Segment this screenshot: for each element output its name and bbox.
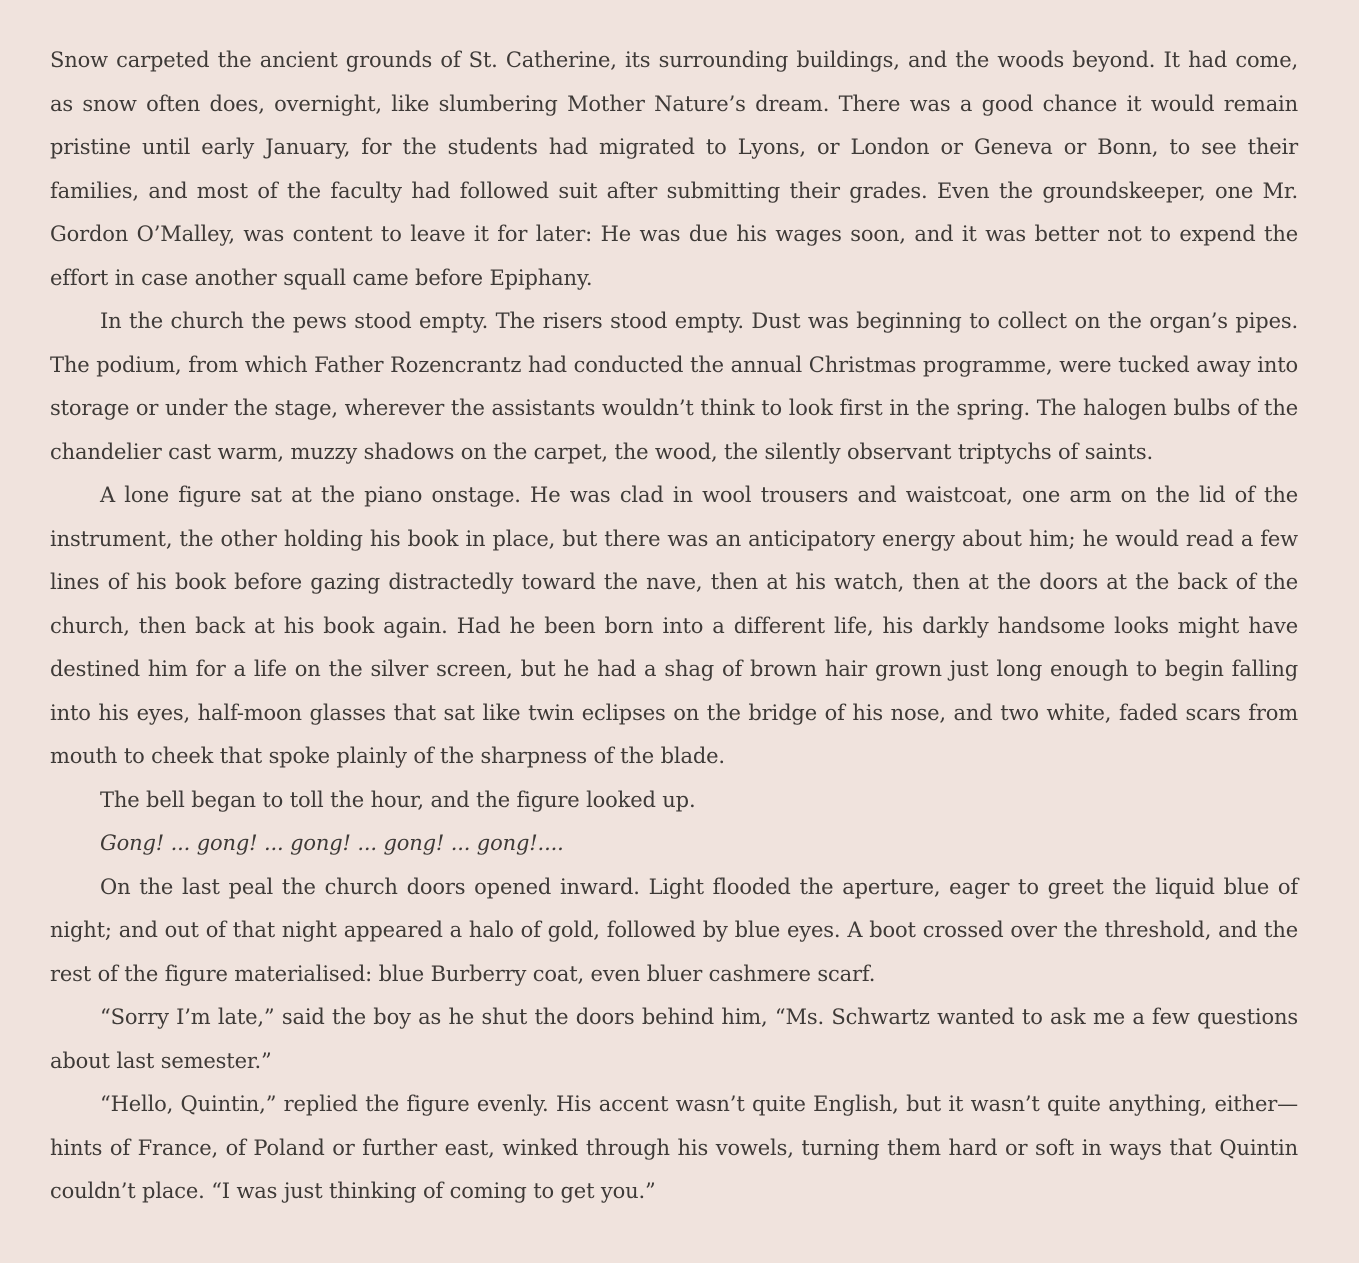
paragraph-hello: “Hello, Quintin,” replied the figure evenly. His accent wasn’t quite English, but it wasn’t quite anything, either—hints of France, of Poland or further east, winked through his vowels, turning them hard or soft in ways that Quintin couldn’t place. “I was just thinking of coming to get you.” [50,1092,1298,1203]
paragraph-bell: The bell began to toll the hour, and the figure looked up. [100,787,696,812]
story-text-page [50,39,1298,1214]
paragraph-doors: On the last peal the church doors opened inward. Light flooded the aperture, eager to greet the liquid blue of night; and out of that night appeared a halo of gold, followed by blue eyes. A boot crossed over the threshold, and the rest of the figure materialised: blue Burberry coat, even bluer cashmere scarf. [50,874,1298,986]
paragraph-sorry: “Sorry I’m late,” said the boy as he shut the doors behind him, “Ms. Schwartz wanted to ask me a few questions about last semester.” [50,1005,1298,1073]
paragraph-church: In the church the pews stood empty. The risers stood empty. Dust was beginning to collect on the organ’s pipes. The podium, from which Father Rozencrantz had conducted the annual Christmas programme, were tucked away into storage or under the stage, wherever the assistants wouldn’t think to look first in the spring. The halogen bulbs of the chandelier cast warm, muzzy shadows on the carpet, the wood, the silently observant triptychs of saints. [50,309,1298,464]
paragraph-gong: Gong! ... gong! ... gong! ... gong! ... gong!.... [100,831,564,855]
paragraph-lone-figure: A lone figure sat at the piano onstage. He was clad in wool trousers and waistcoat, one arm on the lid of the instrument, the other holding his book in place, but there was an anticipatory energy about him; he would read a few lines of his book before gazing distractedly toward the nave, then at his watch, then at the doors at the back of the church, then back at his book again. Had he been born into a different life, his darkly handsome looks might have destined him for a life on the silver screen, but he had a shag of brown hair grown just long enough to begin falling into his eyes, half-moon glasses that sat like twin eclipses on the bridge of his nose, and two white, faded scars from mouth to cheek that spoke plainly of the sharpness of the blade. [50,483,1298,768]
paragraph-snow: Snow carpeted the ancient grounds of St. Catherine, its surrounding buildings, and the woods beyond. It had come, as snow often does, overnight, like slumbering Mother Nature’s dream. There was a good chance it would remain pristine until early January, for the students had migrated to Lyons, or London or Geneva or Bonn, to see their families, and most of the faculty had followed suit after submitting their grades. Even the groundskeeper, one Mr. Gordon O’Malley, was content to leave it for later: He was due his wages soon, and it was better not to expend the effort in case another squall came before Epiphany. [50,48,1298,290]
